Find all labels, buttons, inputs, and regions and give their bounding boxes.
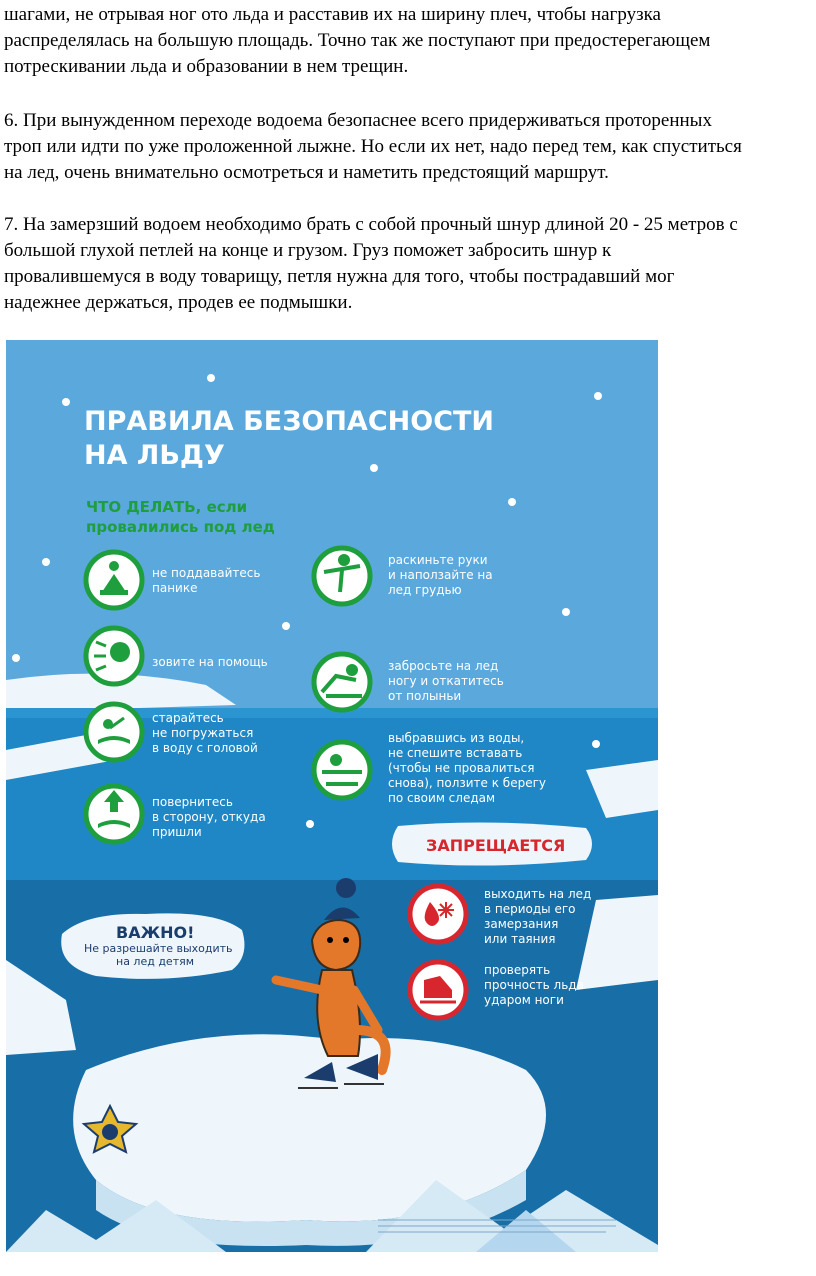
text-line: большой глухой петлей на конце и грузом. Груз поможет забросить шнур к — [4, 240, 612, 261]
item-line: повернитесь — [152, 795, 233, 809]
item-line: проверять — [484, 963, 551, 977]
item-line: зовите на помощь — [152, 655, 268, 669]
ice-safety-poster — [6, 340, 658, 1252]
item-line: пришли — [152, 825, 202, 839]
item-line: не поддавайтесь — [152, 566, 261, 580]
text-line: троп или идти по уже проложенной лыжне. Но если их нет, надо перед тем, как спуститься — [4, 136, 742, 157]
poster-title-line1: ПРАВИЛА БЕЗОПАСНОСТИ — [84, 406, 495, 437]
paragraph-7 — [4, 212, 816, 316]
item-line: не погружаться — [152, 726, 254, 740]
big-ice-floe — [73, 1034, 546, 1221]
poster-subtitle-line1: ЧТО ДЕЛАТЬ, если — [86, 498, 248, 516]
item-line: (чтобы не провалиться — [388, 761, 535, 775]
important-title: ВАЖНО! — [116, 923, 195, 942]
important-line1: Не разрешайте выходить — [84, 942, 233, 955]
text-line: 6. При вынужденном переходе водоема безопаснее всего придерживаться проторенных — [4, 110, 712, 131]
item-line: старайтесь — [152, 711, 224, 725]
item-line: выбравшись из воды, — [388, 731, 525, 745]
item-line: раскиньте руки — [388, 553, 488, 567]
item-line: замерзания — [484, 917, 559, 931]
item-line: от полыньи — [388, 689, 462, 703]
poster-title-line2: НА ЛЬДУ — [84, 440, 225, 471]
item-line: забросьте на лед — [388, 659, 499, 673]
item-line: лед грудью — [388, 583, 462, 597]
text-line: потрескивании льда и образовании в нем трещин. — [4, 56, 409, 77]
item-line: или таяния — [484, 932, 556, 946]
item-line: ногу и откатитесь — [388, 674, 504, 688]
item-line: прочность льда — [484, 978, 584, 992]
item-line: ударом ноги — [484, 993, 564, 1007]
item-line: выходить на лед — [484, 887, 592, 901]
item-line: не спешите вставать — [388, 746, 523, 760]
item-line: по своим следам — [388, 791, 496, 805]
text-line: шагами, не отрывая ног ото льда и расставив их на ширину плеч, чтобы нагрузка — [4, 4, 661, 25]
important-line2: на лед детям — [116, 955, 195, 968]
poster-subtitle-line2: провалились под лед — [86, 518, 275, 536]
text-line: 7. На замерзший водоем необходимо брать с собой прочный шнур длиной 20 - 25 метров с — [4, 214, 738, 235]
paragraph-1 — [4, 2, 816, 80]
forbidden-title: ЗАПРЕЩАЕТСЯ — [426, 836, 566, 855]
text-line: распределялась на большую площадь. Точно так же поступают при предостерегающем — [4, 30, 711, 51]
item-line: снова), ползите к берегу — [388, 776, 546, 790]
text-line: провалившемуся в воду товарищу, петля нужна для того, чтобы пострадавший мог — [4, 266, 675, 287]
item-line: в сторону, откуда — [152, 810, 266, 824]
item-line: в воду с головой — [152, 741, 258, 755]
item-line: панике — [152, 581, 198, 595]
text-line: надежнее держаться, продев ее подмышки. — [4, 292, 353, 313]
item-line: и наползайте на — [388, 568, 493, 582]
paragraph-6 — [4, 108, 816, 186]
item-line: в периоды его — [484, 902, 576, 916]
text-line: на лед, очень внимательно осмотреться и наметить предстоящий маршрут. — [4, 162, 609, 183]
